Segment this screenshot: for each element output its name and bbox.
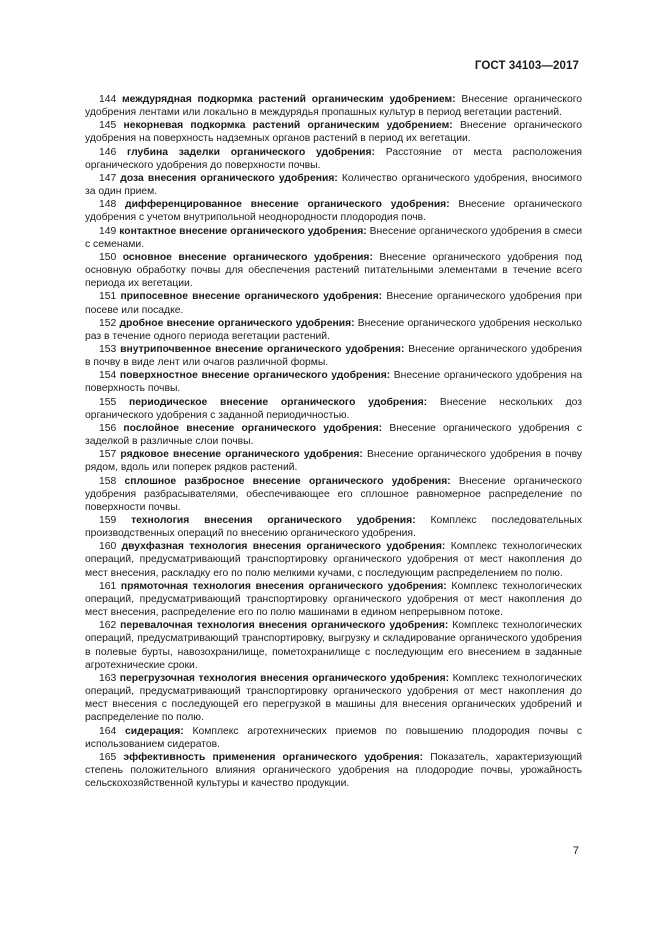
term-number: 160 [98,541,117,553]
term-definition: Комплекс технологических операций, предусматривающий транспортировку органического удобрения от мест накопления до мест внесения, распределение его по полю машинами в едином непрерывном потоке. [85,580,582,619]
term-entry [85,514,582,540]
term-entry [85,225,582,251]
term-entry [85,448,582,474]
term-name: дифференцированное внесение органического удобрения: [125,199,450,211]
term-definition: Комплекс последовательных производственных операций по внесению органического удобрения. [85,515,583,540]
term-definition: Внесение органического удобрения при посеве или посадке. [85,291,583,316]
term-number: 158 [98,475,117,487]
term-number: 157 [98,449,117,461]
term-entry [85,290,582,316]
term-entry [85,672,582,725]
term-definition: Внесение органического удобрения в почву рядом, вдоль или поперек рядков растений. [85,449,583,474]
term-name: основное внесение органического удобрения: [122,251,373,263]
term-definition: Внесение органического удобрения под основную обработку почвы для обеспечения растений питательными элементами в течение всего периода их вегетации. [85,251,583,290]
term-number: 148 [98,199,117,211]
term-definition: Внесение органического удобрения в смеси с семенами. [85,225,583,250]
term-number: 149 [98,225,117,237]
term-number: 147 [98,172,117,184]
term-definition: Внесение органического удобрения несколько раз в течение одного периода вегетации растений. [85,317,582,342]
term-definition: Внесение органического удобрения разбрасывателями, обеспечивающее его сплошное равномерное распределение по поверхности почвы. [85,475,582,513]
term-definition: Комплекс технологических операций, предусматривающий транспортировку органического удобрения от мест накопления до мест внесения, раскладку его по полю мелкими кучами, с последующим распределением по полю. [85,541,583,579]
term-name: глубина заделки органического удобрения: [127,146,375,158]
term-name: припосевное внесение органического удобрения: [120,291,383,303]
term-name: двухфазная технология внесения органического удобрения: [121,541,446,553]
term-name: технология внесения органического удобрения: [131,515,416,526]
term-entry [85,725,582,751]
term-name: рядковое внесение органического удобрения: [120,449,363,461]
term-entry [85,422,582,448]
term-entry [85,540,582,579]
term-name: внутрипочвенное внесение органического удобрения: [120,343,405,355]
term-number: 159 [98,515,117,526]
term-entry [85,146,582,172]
page-number: 7 [572,845,579,857]
term-definition: Внесение органического удобрения лентами или локально в междурядья пропашных культур в период вегетации растений. [85,94,582,119]
term-definition: Внесение органического удобрения в почву в виде лент или очагов различной формы. [85,343,583,369]
term-name: периодическое внесение органического удобрения: [129,396,428,408]
terms-list [85,93,582,790]
term-definition: Комплекс технологических операций, предусматривающий транспортировку, выгрузку и складирование органического удобрения в полевые бурты, навозохранилище, пометохранилище с последующим его внесением в заданные агротехнические сроки. [85,620,583,671]
term-definition: Внесение органического удобрения с заделкой в различные слои почвы. [85,422,583,448]
term-entry [85,619,582,672]
term-entry [85,317,582,343]
term-entry [85,396,582,422]
term-entry [85,343,582,369]
term-name: сплошное разбросное внесение органического удобрения: [124,475,451,487]
term-name: прямоточная технология внесения органического удобрения: [120,580,447,592]
term-number: 155 [98,396,117,408]
term-entry [85,198,582,224]
term-entry [85,751,582,790]
term-number: 163 [98,672,117,684]
term-number: 162 [98,620,117,632]
term-entry [85,251,582,290]
term-number: 154 [98,370,117,382]
term-name: некорневая подкормка растений органическим удобрением: [123,120,453,132]
term-entry [85,580,582,619]
term-number: 164 [98,725,117,737]
term-number: 145 [98,120,117,132]
term-definition: Внесение органического удобрения на поверхность надземных органов растений в период их вегетации. [85,120,583,145]
term-definition: Показатель, характеризующий степень положительного влияния органического удобрения на плодородие почвы, урожайность сельскохозяйственной культуры и качество продукции. [85,751,583,790]
term-definition: Внесение органического удобрения с учетом внутрипольной неоднородности плодородия почв. [85,199,583,224]
term-definition: Расстояние от места расположения органического удобрения до поверхности почвы. [85,146,582,171]
term-name: сидерация: [125,725,184,737]
term-name: перевалочная технология внесения органического удобрения: [120,620,449,632]
term-name: контактное внесение органического удобрения: [119,225,367,237]
term-number: 144 [98,94,117,105]
term-definition: Внесение нескольких доз органического удобрения с заданной периодичностью. [85,396,583,421]
term-number: 151 [98,291,117,303]
standard-designation: ГОСТ 34103—2017 [474,60,579,72]
term-definition: Комплекс агротехнических приемов по повышению плодородия почвы с использованием сидератов. [85,725,582,750]
term-name: междурядная подкормка растений органическим удобрением: [122,94,456,105]
term-number: 152 [98,317,117,329]
term-entry [85,172,582,198]
term-entry [85,93,582,119]
term-name: доза внесения органического удобрения: [120,172,338,184]
term-definition: Комплекс технологических операций, предусматривающий транспортировку органического удобрения от мест накопления до мест внесения с последующей его перегрузкой в машины для внесения органических удобрений и распределение по полю. [85,672,582,724]
term-entry [85,369,582,395]
term-number: 161 [98,580,117,592]
term-number: 146 [98,146,117,158]
term-number: 150 [98,251,117,263]
term-number: 156 [98,422,117,434]
term-definition: Количество органического удобрения, вносимого за один прием. [85,172,582,198]
term-number: 153 [98,343,117,355]
term-definition: Внесение органического удобрения на поверхность почвы. [85,370,582,395]
term-entry [85,119,582,145]
term-name: поверхностное внесение органического удобрения: [119,370,391,382]
term-name: перегрузочная технология внесения органического удобрения: [119,672,450,684]
term-name: дробное внесение органического удобрения: [119,317,355,329]
term-number: 165 [98,751,117,763]
term-entry [85,475,582,514]
term-name: эффективность применения органического удобрения: [123,751,424,763]
term-name: послойное внесение органического удобрения: [123,422,383,434]
